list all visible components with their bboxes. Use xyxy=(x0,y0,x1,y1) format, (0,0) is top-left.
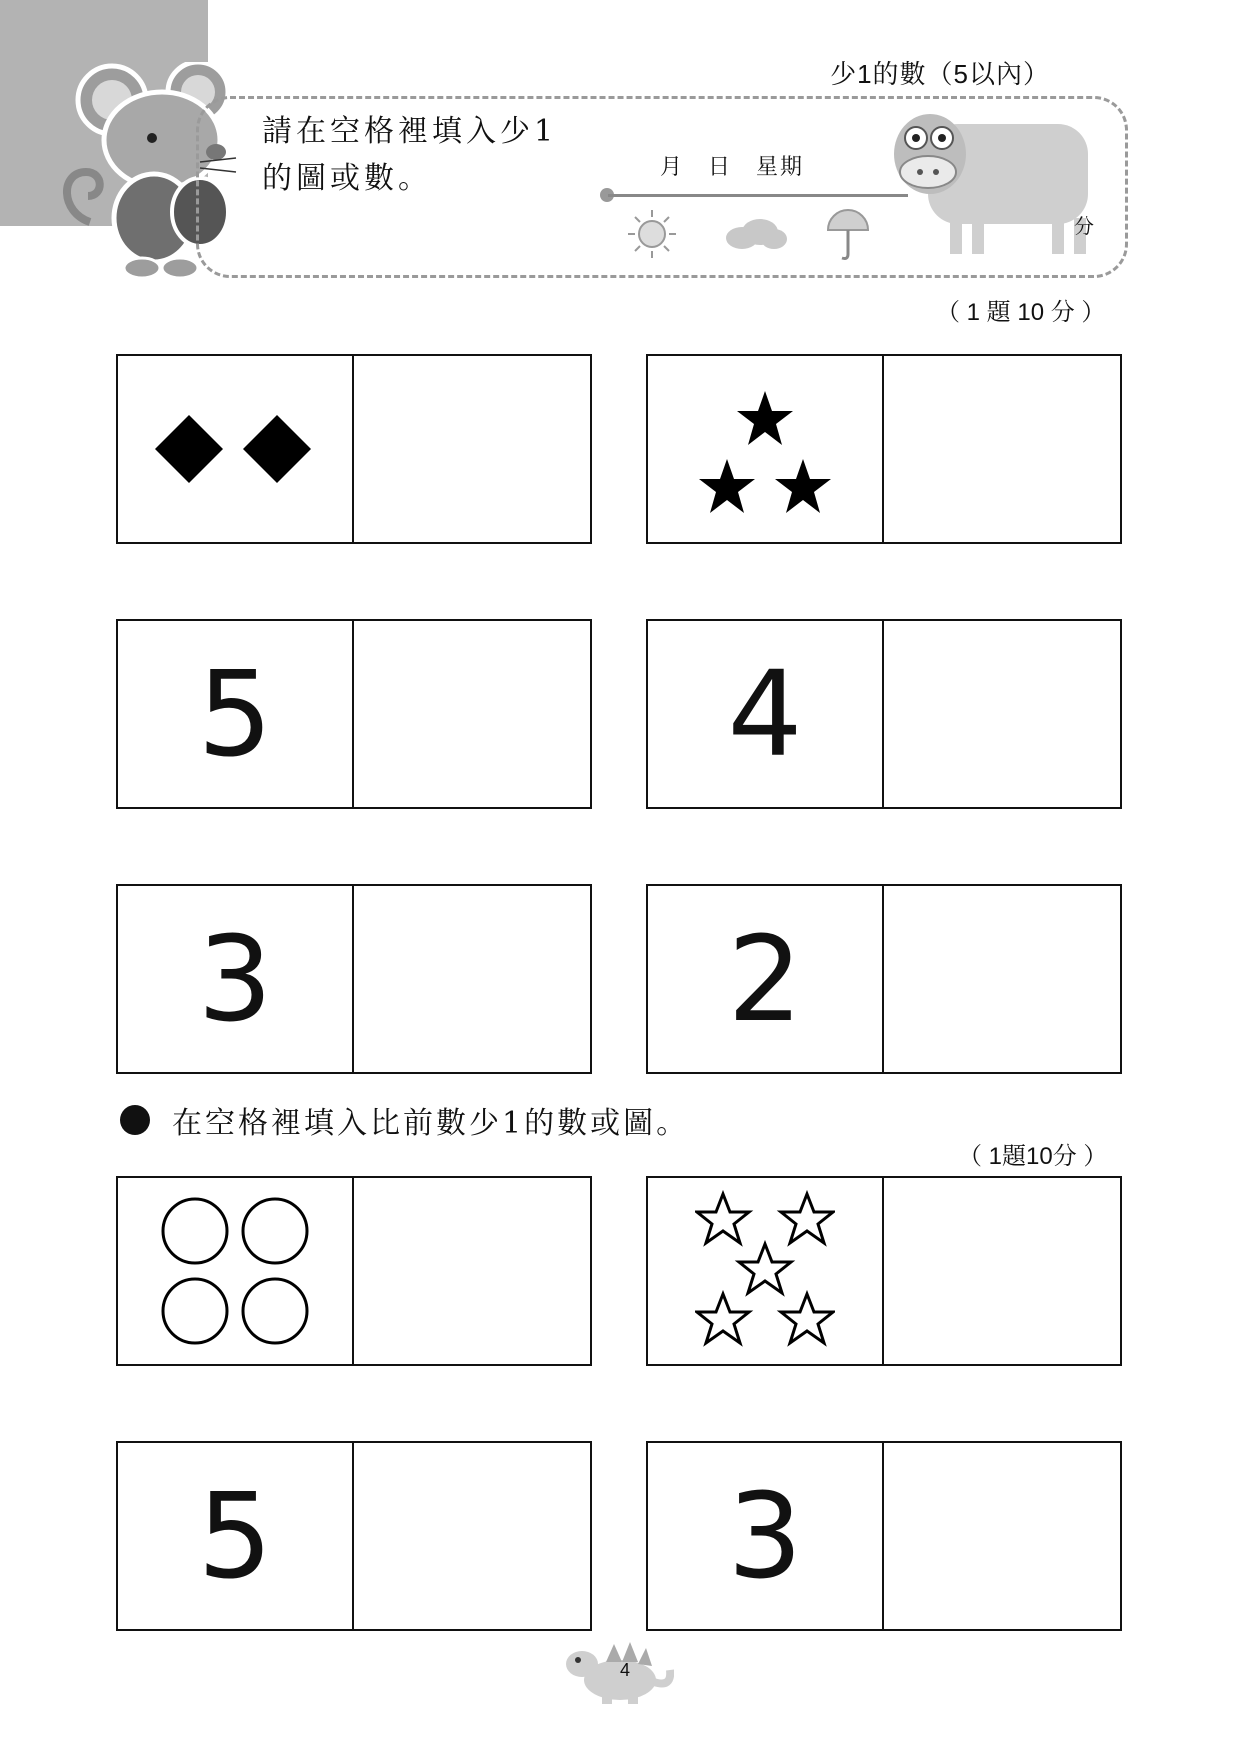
answer-box[interactable] xyxy=(354,1443,590,1629)
star-outline-icon xyxy=(781,1194,833,1243)
problem-5 xyxy=(116,884,592,1074)
sun-icon xyxy=(624,208,680,260)
star-outline-icon xyxy=(781,1294,833,1343)
section2-instruction xyxy=(120,1098,689,1142)
given-cell xyxy=(118,1443,354,1629)
dinosaur-icon xyxy=(562,1640,674,1706)
four-circles xyxy=(155,1191,315,1351)
two-diamonds xyxy=(145,409,325,489)
problem-3 xyxy=(116,619,592,809)
problem-1 xyxy=(116,354,592,544)
star-outline-icon xyxy=(739,1244,791,1293)
circle-icon xyxy=(163,1199,227,1263)
instruction-text: 請在空格裡填入少1的圖或數。 xyxy=(262,114,558,196)
star-icon xyxy=(775,459,831,513)
bullet-icon xyxy=(120,1105,150,1135)
given-number: 5 xyxy=(197,645,273,783)
answer-box[interactable] xyxy=(884,621,1120,807)
given-cell xyxy=(648,356,884,542)
given-number: 4 xyxy=(727,645,803,783)
given-cell xyxy=(648,1178,884,1364)
given-number: 3 xyxy=(197,910,273,1048)
circle-icon xyxy=(163,1279,227,1343)
problem-7 xyxy=(116,1176,592,1366)
answer-box[interactable] xyxy=(354,886,590,1072)
star-icon xyxy=(699,459,755,513)
cloud-icon xyxy=(722,216,788,252)
given-number: 5 xyxy=(197,1467,273,1605)
given-number: 2 xyxy=(727,910,803,1048)
five-outline-stars xyxy=(695,1188,835,1354)
section2-instruction-text: 在空格裡填入比前數少1的數或圖。 xyxy=(172,1106,690,1141)
given-cell xyxy=(118,1178,354,1364)
date-line xyxy=(608,194,908,197)
given-cell xyxy=(648,1443,884,1629)
star-outline-icon xyxy=(697,1294,749,1343)
given-cell xyxy=(118,356,354,542)
diamond-icon xyxy=(243,415,311,483)
circle-icon xyxy=(243,1199,307,1263)
page-title: 少1的數（5以內） xyxy=(830,59,1050,89)
section1-score-note: （ 1 題 10 分 ） xyxy=(936,299,1106,326)
answer-box[interactable] xyxy=(884,886,1120,1072)
given-cell xyxy=(648,621,884,807)
circle-icon xyxy=(243,1279,307,1343)
given-number: 3 xyxy=(727,1467,803,1605)
answer-box[interactable] xyxy=(354,1178,590,1364)
date-label: 月 日 星期 xyxy=(660,154,805,179)
given-cell xyxy=(118,886,354,1072)
given-cell xyxy=(648,886,884,1072)
problem-4 xyxy=(646,619,1122,809)
answer-box[interactable] xyxy=(884,1178,1120,1364)
three-stars xyxy=(695,379,835,519)
answer-box[interactable] xyxy=(354,356,590,542)
problem-9 xyxy=(116,1441,592,1631)
page-number: 4 xyxy=(620,1660,631,1680)
score-unit-label: 分 xyxy=(1074,214,1094,238)
umbrella-icon xyxy=(826,206,870,262)
star-outline-icon xyxy=(697,1194,749,1243)
answer-box[interactable] xyxy=(884,1443,1120,1629)
diamond-icon xyxy=(155,415,223,483)
answer-box[interactable] xyxy=(354,621,590,807)
problem-6 xyxy=(646,884,1122,1074)
problem-10 xyxy=(646,1441,1122,1631)
cow-mascot-icon xyxy=(892,108,1102,258)
given-cell xyxy=(118,621,354,807)
star-icon xyxy=(737,391,793,445)
section2-score-note: （ 1題10分 ） xyxy=(958,1143,1108,1170)
answer-box[interactable] xyxy=(884,356,1120,542)
problem-2 xyxy=(646,354,1122,544)
problem-8 xyxy=(646,1176,1122,1366)
